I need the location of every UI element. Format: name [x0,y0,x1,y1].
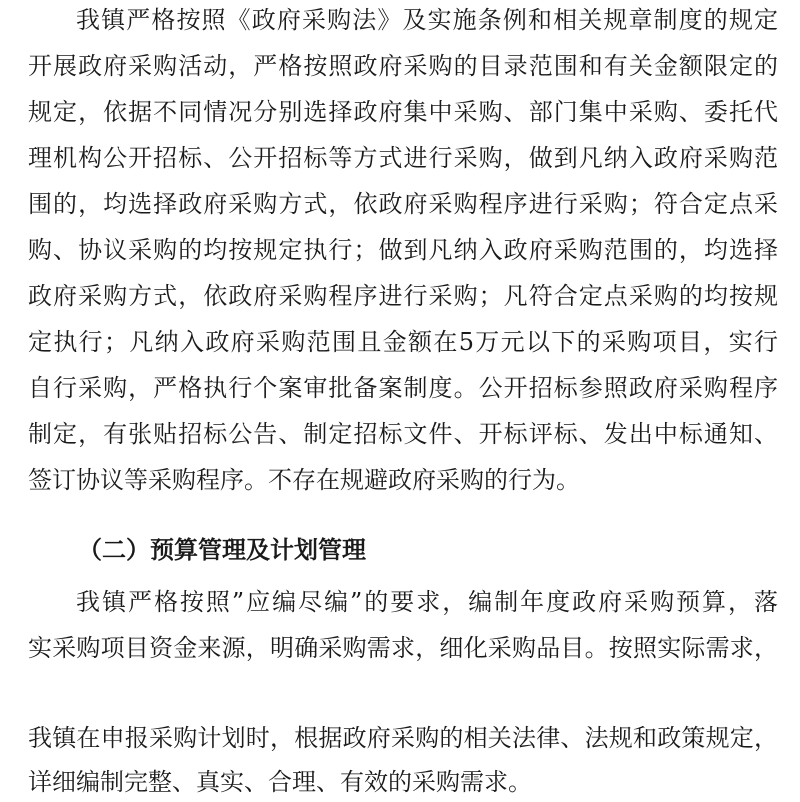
paragraph-line: 我镇严格按照”应编尽编”的要求，编制年度政府采购预算，落 [76,588,778,616]
paragraph-line: 政府采购方式，依政府采购程序进行采购；凡符合定点采购的均按规 [28,282,778,310]
paragraph-line: 自行采购，严格执行个案审批备案制度。公开招标参照政府采购程序 [28,374,778,402]
paragraph-line: 开展政府采购活动，严格按照政府采购的目录范围和有关金额限定的 [28,52,778,80]
paragraph-line: 制定，有张贴招标公告、制定招标文件、开标评标、发出中标通知、 [28,420,778,448]
paragraph-line: 理机构公开招标、公开招标等方式进行采购，做到凡纳入政府采购范 [28,144,778,172]
paragraph-line: 我镇在申报采购计划时，根据政府采购的相关法律、法规和政策规定， [28,724,778,752]
paragraph-line: 签订协议等采购程序。不存在规避政府采购的行为。 [28,466,580,494]
section-heading: （二）预算管理及计划管理 [78,536,366,564]
paragraph-line: 实采购项目资金来源，明确采购需求，细化采购品目。按照实际需求， [28,634,778,662]
paragraph-line: 定执行；凡纳入政府采购范围且金额在5万元以下的采购项目，实行 [28,328,778,356]
paragraph-line: 详细编制完整、真实、合理、有效的采购需求。 [28,768,532,796]
paragraph-line: 购、协议采购的均按规定执行；做到凡纳入政府采购范围的，均选择 [28,236,778,264]
paragraph-line: 我镇严格按照《政府采购法》及实施条例和相关规章制度的规定 [76,6,778,34]
paragraph-line: 规定，依据不同情况分别选择政府集中采购、部门集中采购、委托代 [28,98,778,126]
paragraph-line: 围的，均选择政府采购方式，依政府采购程序进行采购；符合定点采 [28,190,778,218]
